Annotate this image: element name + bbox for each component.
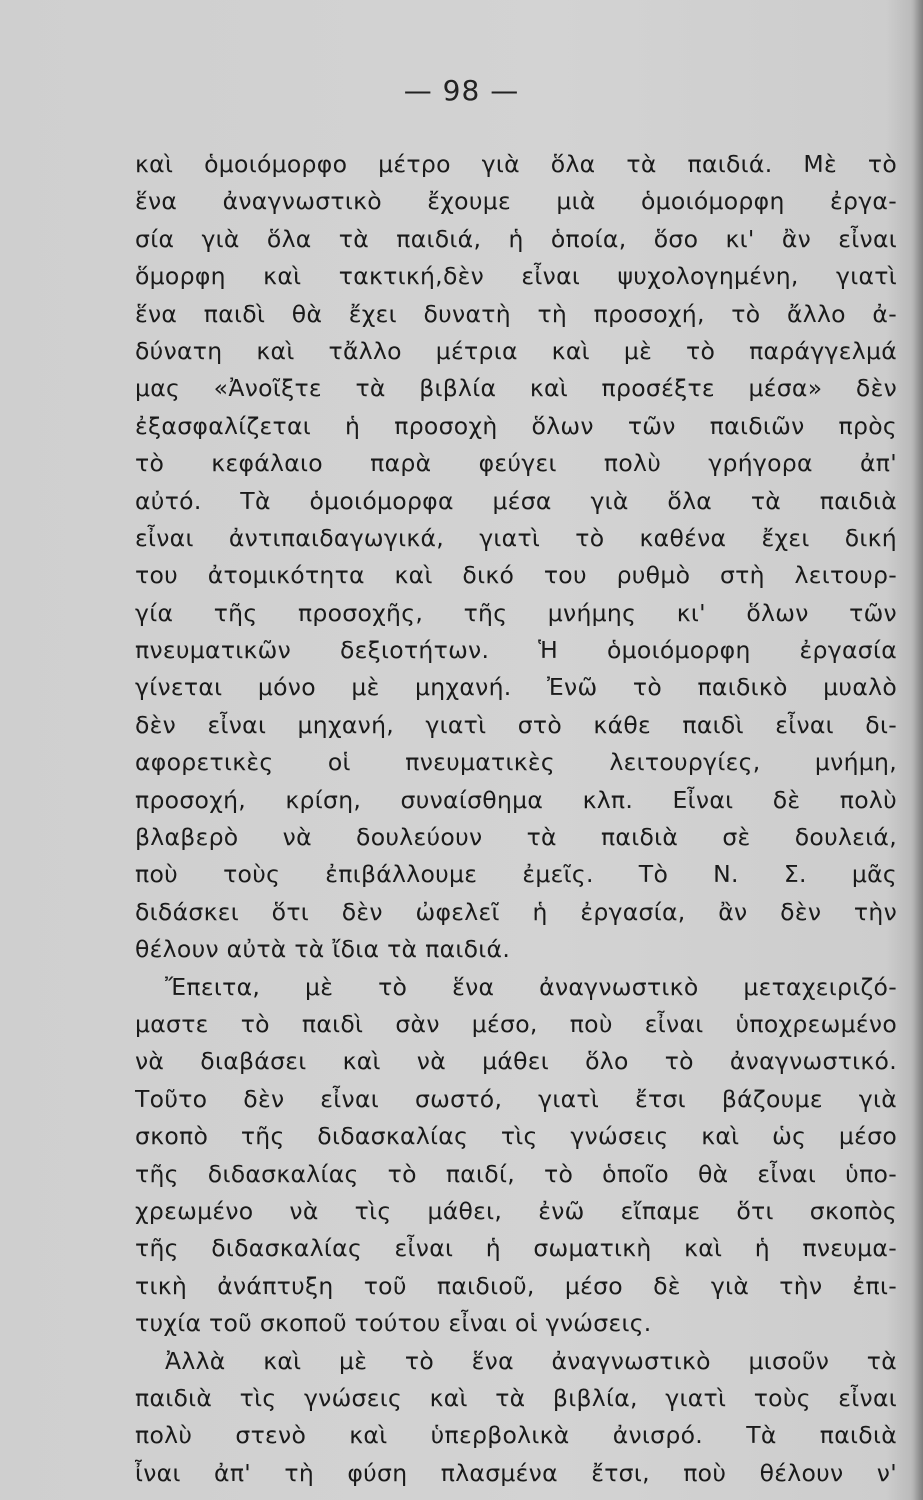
text-line: Ἔπειτα, μὲ τὸ ἕνα ἀναγνωστικὸ μεταχειριζό- xyxy=(165,972,897,1001)
text-line: Ἀλλὰ καὶ μὲ τὸ ἕνα ἀναγνωστικὸ μισοῦν τὰ xyxy=(165,1346,897,1375)
text-line: γία τῆς προσοχῆς, τῆς μνήμης κι' ὅλων τῶν xyxy=(135,598,897,627)
body-text xyxy=(135,146,897,1492)
text-line: αφορετικὲς οἱ πνευματικὲς λειτουργίες, μνήμη, xyxy=(135,748,897,777)
text-line: πολὺ στενὸ καὶ ὑπερβολικὰ ἀνισρό. Τὰ παιδιὰ xyxy=(135,1421,897,1450)
text-line: μας «Ἀνοῖξτε τὰ βιβλία καὶ προσέξτε μέσα» δὲν xyxy=(135,374,897,403)
text-line: νὰ διαβάσει καὶ νὰ μάθει ὅλο τὸ ἀναγνωστικό. xyxy=(135,1047,897,1076)
text-line: ὅμορφη καὶ τακτική,δὲν εἶναι ψυχολογημένη, γιατὶ xyxy=(135,262,897,291)
text-line: τῆς διδασκαλίας τὸ παιδί, τὸ ὁποῖο θὰ εἶναι ὑπο- xyxy=(135,1159,897,1188)
text-line: θέλουν αὐτὰ τὰ ἴδια τὰ παιδιά. xyxy=(135,935,511,964)
text-line: μαστε τὸ παιδὶ σὰν μέσο, ποὺ εἶναι ὑποχρεωμένο xyxy=(135,1009,897,1038)
text-line: διδάσκει ὅτι δὲν ὠφελεῖ ἡ ἐργασία, ἂν δὲν τὴν xyxy=(135,897,897,926)
text-line: καὶ ὁμοιόμορφο μέτρο γιὰ ὅλα τὰ παιδιά. Μὲ τὸ xyxy=(135,150,897,178)
text-line: ἕνα παιδὶ θὰ ἔχει δυνατὴ τὴ προσοχή, τὸ ἄλλο ἀ- xyxy=(135,299,897,328)
text-line: αὐτό. Τὰ ὁμοιόμορφα μέσα γιὰ ὅλα τὰ παιδιὰ xyxy=(135,486,897,515)
text-line: ποὺ τοὺς ἐπιβάλλουμε ἐμεῖς. Τὸ Ν. Σ. μᾶς xyxy=(135,860,897,889)
text-line: Τοῦτο δὲν εἶναι σωστό, γιατὶ ἔτσι βάζουμε γιὰ xyxy=(135,1084,897,1113)
text-line: ἶναι ἀπ' τὴ φύση πλασμένα ἔτσι, ποὺ θέλουν ν' xyxy=(135,1458,897,1487)
text-line: παιδιὰ τὶς γνώσεις καὶ τὰ βιβλία, γιατὶ τοὺς εἶναι xyxy=(135,1383,897,1412)
text-line: προσοχή, κρίση, συναίσθημα κλπ. Εἶναι δὲ πολὺ xyxy=(135,785,897,814)
text-line: τικὴ ἀνάπτυξη τοῦ παιδιοῦ, μέσο δὲ γιὰ τὴν ἐπι- xyxy=(135,1271,897,1300)
page-number: — 98 — xyxy=(403,74,520,107)
text-line: δὲν εἶναι μηχανή, γιατὶ στὸ κάθε παιδὶ εἶναι δι- xyxy=(135,710,897,739)
text-line: σκοπὸ τῆς διδασκαλίας τὶς γνώσεις καὶ ὡς μέσο xyxy=(135,1122,897,1151)
text-line: πνευματικῶν δεξιοτήτων. Ἡ ὁμοιόμορφη ἐργασία xyxy=(135,636,897,665)
text-line: τυχία τοῦ σκοποῦ τούτου εἶναι οἱ γνώσεις. xyxy=(135,1309,652,1338)
text-line: ἕνα ἀναγνωστικὸ ἔχουμε μιὰ ὁμοιόμορφη ἐργα- xyxy=(135,187,897,216)
text-line: τὸ κεφάλαιο παρὰ φεύγει πολὺ γρήγορα ἀπ' xyxy=(135,449,897,478)
text-line: τῆς διδασκαλίας εἶναι ἡ σωματικὴ καὶ ἡ πνευμα- xyxy=(135,1234,897,1263)
text-line: ἐξασφαλίζεται ἡ προσοχὴ ὅλων τῶν παιδιῶν πρὸς xyxy=(135,411,897,440)
text-line: βλαβερὸ νὰ δουλεύουν τὰ παιδιὰ σὲ δουλειά, xyxy=(135,823,897,852)
page-edge-shadow xyxy=(911,0,923,1500)
text-line: δύνατη καὶ τἄλλο μέτρια καὶ μὲ τὸ παράγγελμά xyxy=(135,336,897,365)
text-line: χρεωμένο νὰ τὶς μάθει, ἐνῶ εἴπαμε ὅτι σκοπὸς xyxy=(135,1196,897,1225)
text-line: εἶναι ἀντιπαιδαγωγικά, γιατὶ τὸ καθένα ἔχει δική xyxy=(135,523,897,552)
text-line: γίνεται μόνο μὲ μηχανή. Ἐνῶ τὸ παιδικὸ μυαλὸ xyxy=(135,673,897,702)
text-line: σία γιὰ ὅλα τὰ παιδιά, ἡ ὁποία, ὅσο κι' ἂν εἶναι xyxy=(135,224,897,253)
text-line: του ἀτομικότητα καὶ δικό του ρυθμὸ στὴ λειτουρ- xyxy=(135,561,897,590)
